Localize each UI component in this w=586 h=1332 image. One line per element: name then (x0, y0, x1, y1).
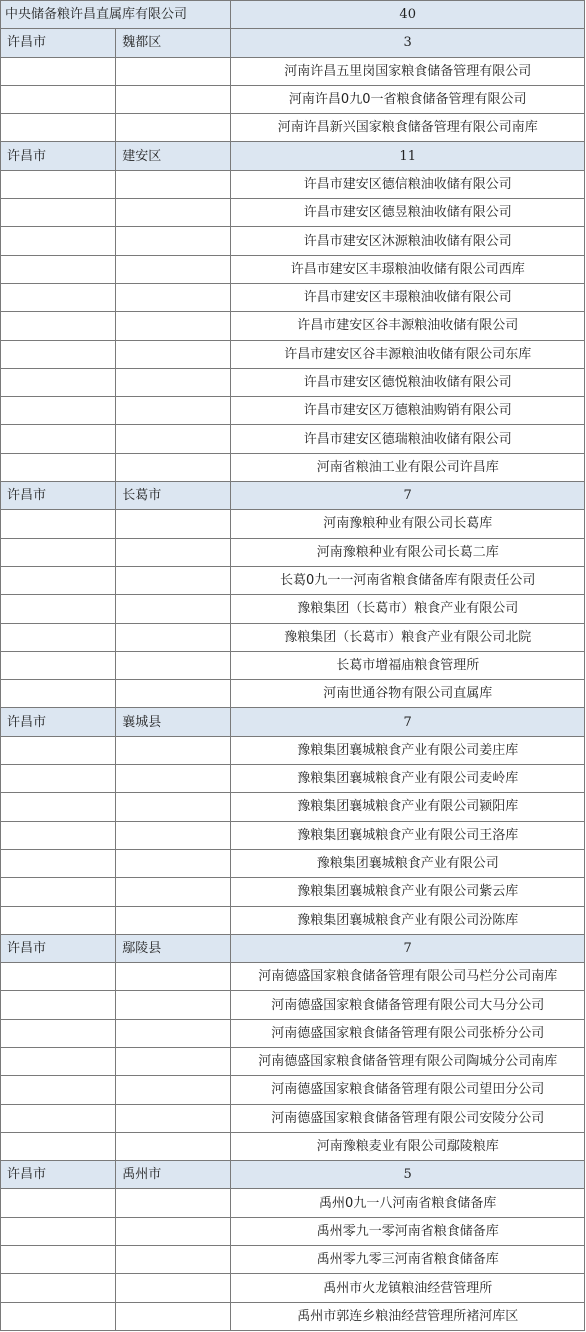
empty-cell (116, 453, 231, 481)
empty-cell (1, 199, 116, 227)
empty-cell (116, 368, 231, 396)
empty-cell (116, 1076, 231, 1104)
depot-name-cell: 禹州市郭连乡粮油经营管理所褚河库区 (231, 1302, 585, 1330)
table-row (1, 227, 585, 255)
empty-cell (1, 114, 116, 142)
depot-name-cell: 豫粮集团襄城粮食产业有限公司姜庄库 (231, 736, 585, 764)
table-row (1, 425, 585, 453)
table-row (1, 114, 585, 142)
empty-cell (1, 793, 116, 821)
table-row (1, 651, 585, 679)
empty-cell (1, 595, 116, 623)
table-row (1, 1132, 585, 1160)
table-row (1, 1047, 585, 1075)
empty-cell (1, 397, 116, 425)
empty-cell (1, 1047, 116, 1075)
empty-cell (116, 1217, 231, 1245)
table-row (1, 538, 585, 566)
empty-cell (1, 85, 116, 113)
empty-cell (116, 595, 231, 623)
table-row (1, 765, 585, 793)
table-row (1, 255, 585, 283)
district-count-cell: 7 (231, 708, 585, 736)
table-row (1, 453, 585, 481)
empty-cell (116, 1189, 231, 1217)
empty-cell (116, 1274, 231, 1302)
empty-cell (1, 765, 116, 793)
depot-name-cell: 河南豫粮麦业有限公司鄢陵粮库 (231, 1132, 585, 1160)
empty-cell (1, 510, 116, 538)
empty-cell (116, 1019, 231, 1047)
depot-name-cell: 河南豫粮种业有限公司长葛二库 (231, 538, 585, 566)
empty-cell (1, 57, 116, 85)
depot-name-cell: 豫粮集团（长葛市）粮食产业有限公司 (231, 595, 585, 623)
empty-cell (1, 736, 116, 764)
table-row (1, 595, 585, 623)
empty-cell (116, 199, 231, 227)
depot-name-cell: 河南许昌新兴国家粮食储备管理有限公司南库 (231, 114, 585, 142)
table-row (1, 1104, 585, 1132)
table-row (1, 85, 585, 113)
district-cell: 禹州市 (116, 1161, 231, 1189)
depot-name-cell: 河南德盛国家粮食储备管理有限公司张桥分公司 (231, 1019, 585, 1047)
depot-name-cell: 许昌市建安区德瑞粮油收储有限公司 (231, 425, 585, 453)
table-row (1, 57, 585, 85)
table-row (1, 680, 585, 708)
table-row (1, 312, 585, 340)
empty-cell (1, 963, 116, 991)
empty-cell (1, 1189, 116, 1217)
city-cell: 许昌市 (1, 708, 116, 736)
district-row (1, 934, 585, 962)
depot-name-cell: 河南德盛国家粮食储备管理有限公司陶城分公司南库 (231, 1047, 585, 1075)
empty-cell (116, 680, 231, 708)
table-row (1, 510, 585, 538)
city-cell: 许昌市 (1, 29, 116, 57)
table-row (1, 991, 585, 1019)
empty-cell (116, 765, 231, 793)
empty-cell (116, 340, 231, 368)
empty-cell (1, 1132, 116, 1160)
empty-cell (116, 114, 231, 142)
empty-cell (116, 736, 231, 764)
empty-cell (116, 312, 231, 340)
table-row (1, 1246, 585, 1274)
empty-cell (1, 1246, 116, 1274)
empty-cell (116, 623, 231, 651)
empty-cell (116, 793, 231, 821)
empty-cell (1, 623, 116, 651)
empty-cell (1, 821, 116, 849)
depot-name-cell: 禹州零九一零河南省粮食储备库 (231, 1217, 585, 1245)
depot-name-cell: 豫粮集团襄城粮食产业有限公司麦岭库 (231, 765, 585, 793)
district-row (1, 142, 585, 170)
empty-cell (116, 425, 231, 453)
depot-name-cell: 许昌市建安区万德粮油购销有限公司 (231, 397, 585, 425)
table-row (1, 963, 585, 991)
depot-name-cell: 许昌市建安区谷丰源粮油收储有限公司东库 (231, 340, 585, 368)
empty-cell (1, 453, 116, 481)
depot-name-cell: 豫粮集团襄城粮食产业有限公司王洛库 (231, 821, 585, 849)
empty-cell (116, 849, 231, 877)
district-count-cell: 7 (231, 482, 585, 510)
district-cell: 魏都区 (116, 29, 231, 57)
empty-cell (116, 510, 231, 538)
depot-name-cell: 禹州市火龙镇粮油经营管理所 (231, 1274, 585, 1302)
table-row (1, 566, 585, 594)
header-label: 中央储备粮许昌直属库有限公司 (1, 1, 231, 29)
empty-cell (116, 1047, 231, 1075)
empty-cell (116, 906, 231, 934)
table-row (1, 368, 585, 396)
empty-cell (1, 538, 116, 566)
empty-cell (1, 1274, 116, 1302)
table-row (1, 397, 585, 425)
city-cell: 许昌市 (1, 142, 116, 170)
empty-cell (1, 1076, 116, 1104)
table-row (1, 1019, 585, 1047)
table-row (1, 821, 585, 849)
table-row (1, 340, 585, 368)
empty-cell (1, 651, 116, 679)
district-row (1, 1161, 585, 1189)
header-count: 40 (231, 1, 585, 29)
depot-name-cell: 豫粮集团（长葛市）粮食产业有限公司北院 (231, 623, 585, 651)
empty-cell (116, 651, 231, 679)
depot-name-cell: 许昌市建安区德昱粮油收储有限公司 (231, 199, 585, 227)
empty-cell (116, 821, 231, 849)
depot-name-cell: 长葛0九一一河南省粮食储备库有限责任公司 (231, 566, 585, 594)
depot-name-cell: 河南德盛国家粮食储备管理有限公司马栏分公司南库 (231, 963, 585, 991)
district-cell: 建安区 (116, 142, 231, 170)
empty-cell (1, 1217, 116, 1245)
empty-cell (116, 227, 231, 255)
district-count-cell: 11 (231, 142, 585, 170)
empty-cell (1, 906, 116, 934)
district-row (1, 29, 585, 57)
table-row (1, 1189, 585, 1217)
depot-name-cell: 长葛市增福庙粮食管理所 (231, 651, 585, 679)
depot-name-cell: 禹州0九一八河南省粮食储备库 (231, 1189, 585, 1217)
table-body (1, 1, 585, 1331)
depot-name-cell: 河南德盛国家粮食储备管理有限公司望田分公司 (231, 1076, 585, 1104)
table-row (1, 1274, 585, 1302)
district-row (1, 482, 585, 510)
empty-cell (1, 312, 116, 340)
empty-cell (1, 227, 116, 255)
depot-name-cell: 豫粮集团襄城粮食产业有限公司汾陈库 (231, 906, 585, 934)
empty-cell (1, 566, 116, 594)
empty-cell (1, 878, 116, 906)
empty-cell (1, 340, 116, 368)
table-row (1, 283, 585, 311)
table-row (1, 1302, 585, 1330)
depot-name-cell: 河南德盛国家粮食储备管理有限公司安陵分公司 (231, 1104, 585, 1132)
table-row (1, 1076, 585, 1104)
district-count-cell: 3 (231, 29, 585, 57)
empty-cell (1, 1302, 116, 1330)
empty-cell (1, 170, 116, 198)
empty-cell (116, 170, 231, 198)
depot-name-cell: 河南省粮油工业有限公司许昌库 (231, 453, 585, 481)
empty-cell (1, 991, 116, 1019)
empty-cell (116, 283, 231, 311)
depot-name-cell: 河南豫粮种业有限公司长葛库 (231, 510, 585, 538)
table-row (1, 623, 585, 651)
empty-cell (1, 283, 116, 311)
depot-name-cell: 河南许昌0九0一省粮食储备管理有限公司 (231, 85, 585, 113)
depot-name-cell: 豫粮集团襄城粮食产业有限公司 (231, 849, 585, 877)
depot-name-cell: 豫粮集团襄城粮食产业有限公司紫云库 (231, 878, 585, 906)
empty-cell (116, 991, 231, 1019)
table-row (1, 736, 585, 764)
header-row (1, 1, 585, 29)
empty-cell (1, 255, 116, 283)
district-cell: 襄城县 (116, 708, 231, 736)
district-cell: 长葛市 (116, 482, 231, 510)
city-cell: 许昌市 (1, 1161, 116, 1189)
empty-cell (116, 566, 231, 594)
district-cell: 鄢陵县 (116, 934, 231, 962)
depot-name-cell: 豫粮集团襄城粮食产业有限公司颍阳库 (231, 793, 585, 821)
empty-cell (116, 1104, 231, 1132)
table-row (1, 849, 585, 877)
empty-cell (116, 1132, 231, 1160)
city-cell: 许昌市 (1, 482, 116, 510)
depot-name-cell: 许昌市建安区谷丰源粮油收储有限公司 (231, 312, 585, 340)
empty-cell (116, 1302, 231, 1330)
empty-cell (1, 1104, 116, 1132)
empty-cell (1, 1019, 116, 1047)
depot-name-cell: 许昌市建安区丰璟粮油收储有限公司西库 (231, 255, 585, 283)
table-row (1, 906, 585, 934)
empty-cell (116, 878, 231, 906)
depot-name-cell: 禹州零九零三河南省粮食储备库 (231, 1246, 585, 1274)
empty-cell (116, 963, 231, 991)
city-cell: 许昌市 (1, 934, 116, 962)
empty-cell (1, 425, 116, 453)
depot-name-cell: 河南许昌五里岗国家粮食储备管理有限公司 (231, 57, 585, 85)
table-row (1, 793, 585, 821)
table-row (1, 199, 585, 227)
empty-cell (1, 849, 116, 877)
empty-cell (116, 397, 231, 425)
empty-cell (1, 368, 116, 396)
depot-name-cell: 许昌市建安区德悦粮油收储有限公司 (231, 368, 585, 396)
depot-name-cell: 河南世通谷物有限公司直属库 (231, 680, 585, 708)
empty-cell (116, 538, 231, 566)
depot-name-cell: 许昌市建安区沐源粮油收储有限公司 (231, 227, 585, 255)
district-count-cell: 5 (231, 1161, 585, 1189)
district-count-cell: 7 (231, 934, 585, 962)
table-row (1, 878, 585, 906)
depot-name-cell: 许昌市建安区丰璟粮油收储有限公司 (231, 283, 585, 311)
empty-cell (1, 680, 116, 708)
table-row (1, 170, 585, 198)
empty-cell (116, 1246, 231, 1274)
empty-cell (116, 57, 231, 85)
depot-name-cell: 河南德盛国家粮食储备管理有限公司大马分公司 (231, 991, 585, 1019)
depot-name-cell: 许昌市建安区德信粮油收储有限公司 (231, 170, 585, 198)
table-row (1, 1217, 585, 1245)
empty-cell (116, 85, 231, 113)
empty-cell (116, 255, 231, 283)
district-row (1, 708, 585, 736)
